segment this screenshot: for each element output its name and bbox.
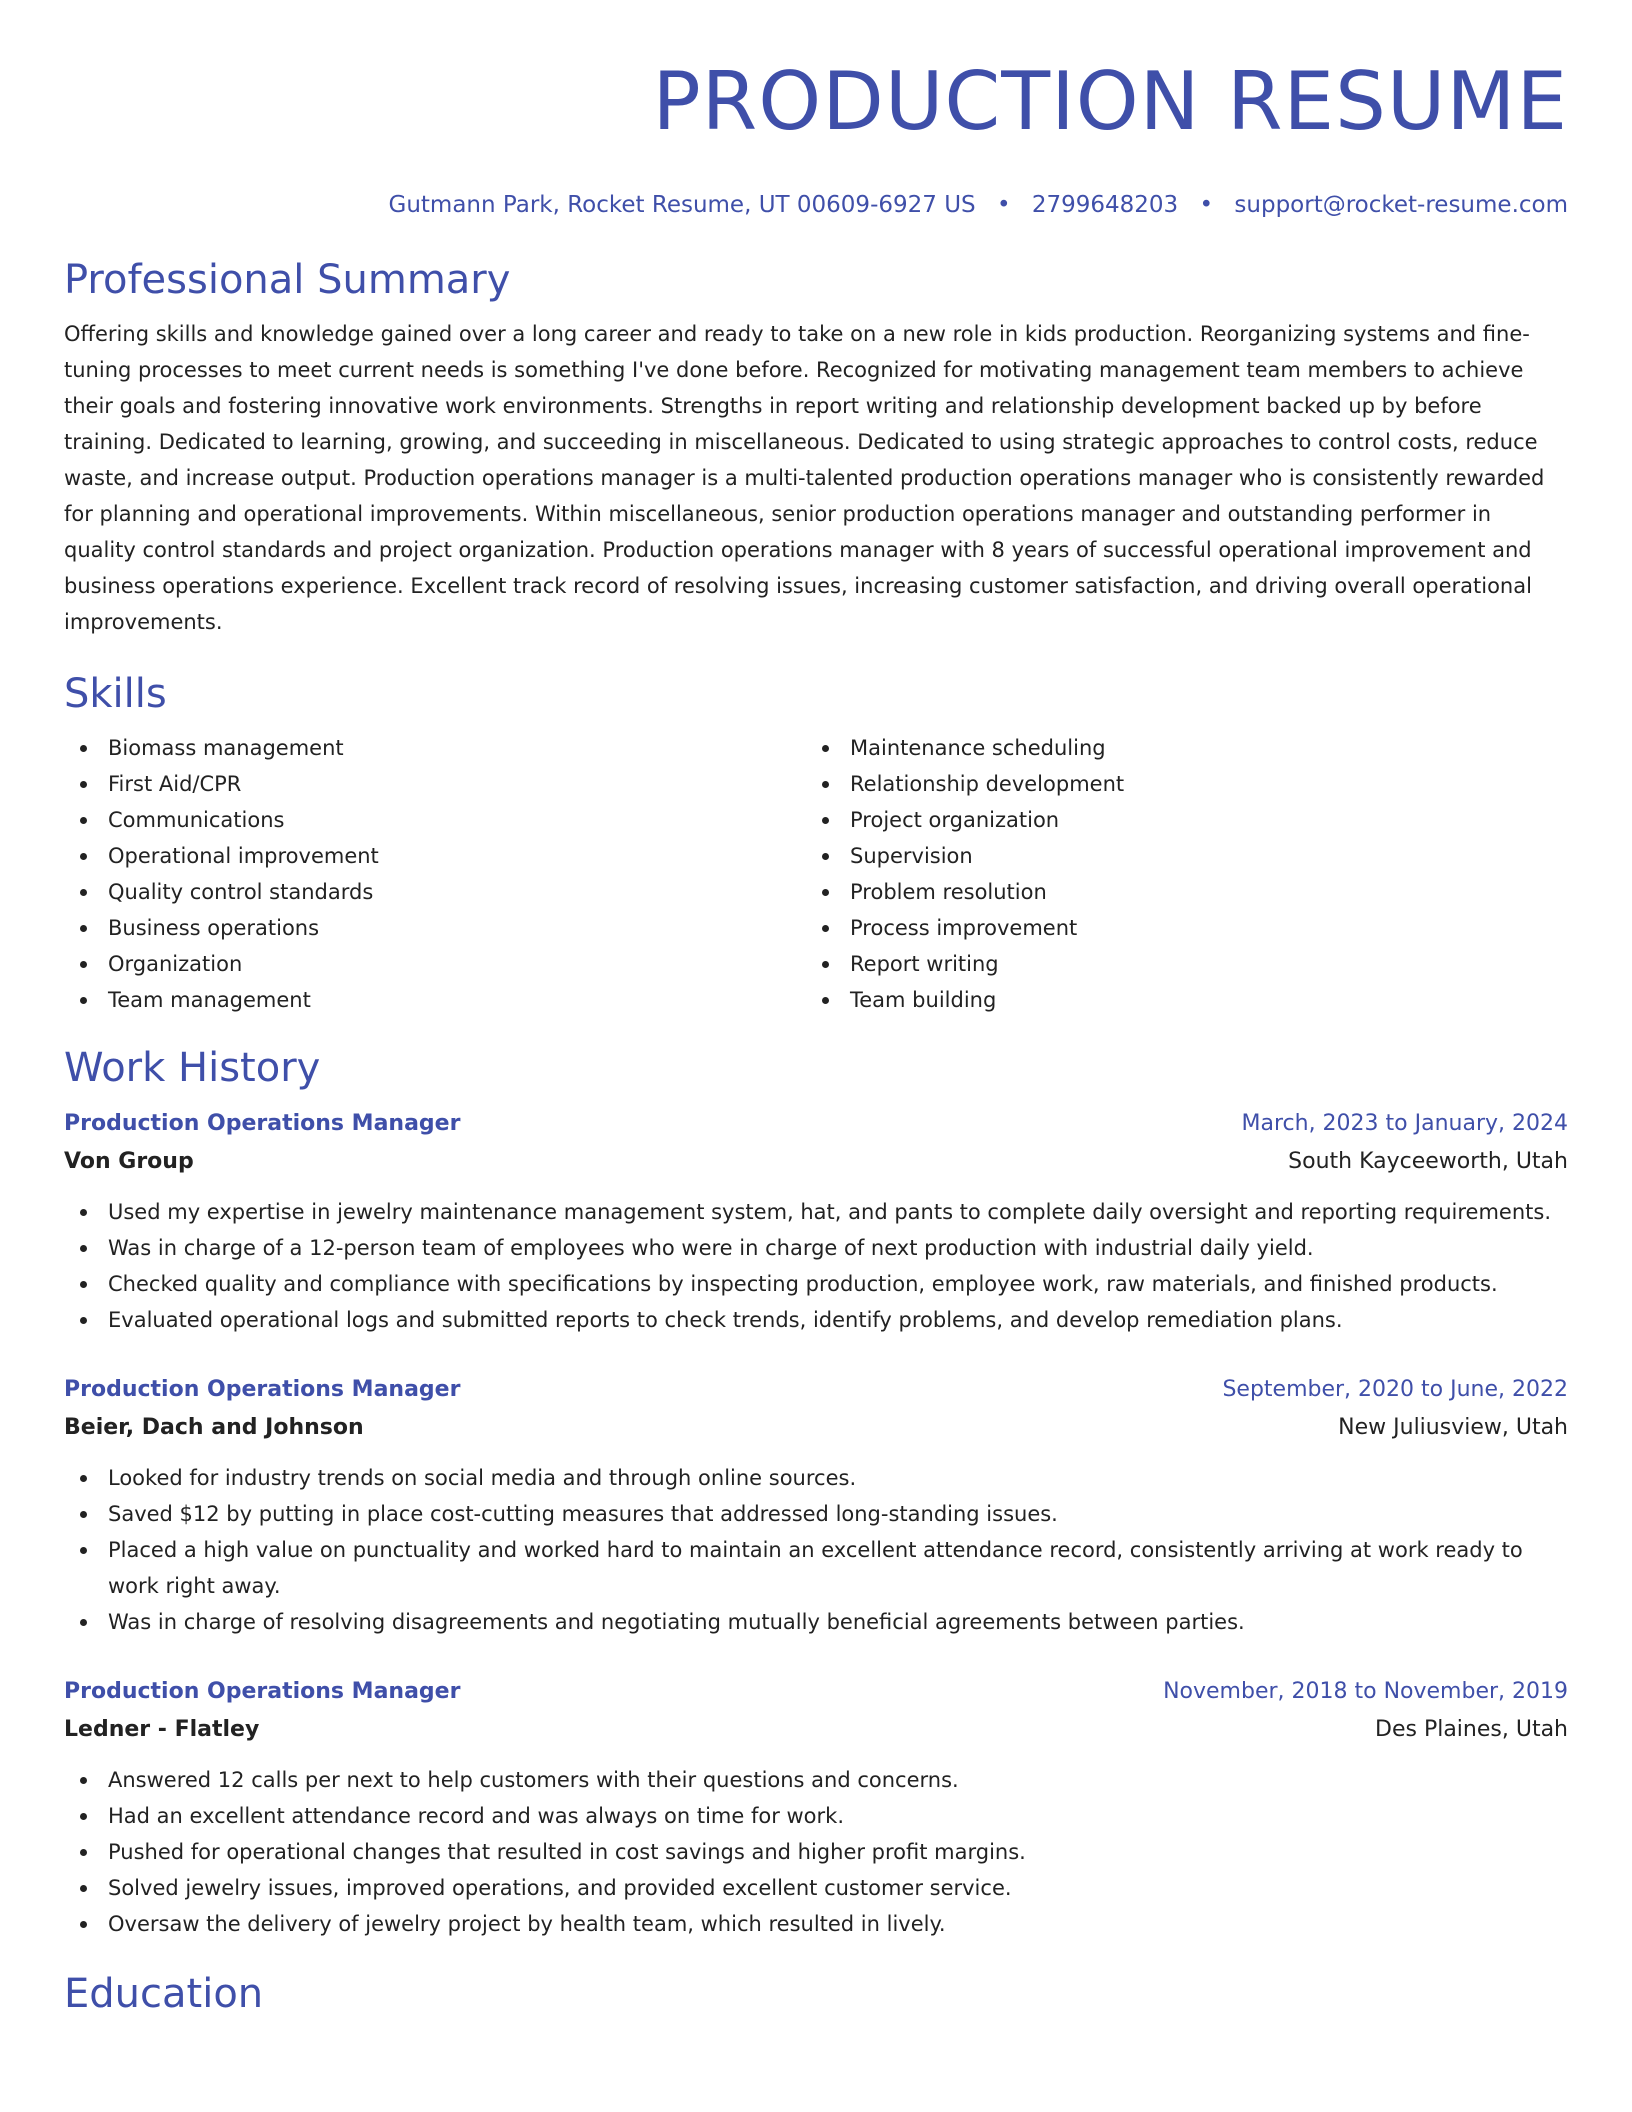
job-dates: November, 2018 to November, 2019 — [1163, 1679, 1568, 1704]
skill-item: Operational improvement — [64, 838, 806, 874]
skills-grid — [64, 730, 1568, 1018]
duty-item: Answered 12 calls per next to help customers with their questions and concerns. — [64, 1762, 1568, 1798]
job-location: New Juliusview, Utah — [1338, 1415, 1568, 1440]
skill-item: Communications — [64, 802, 806, 838]
skill-item: Problem resolution — [806, 874, 1548, 910]
job-location: South Kayceeworth, Utah — [1288, 1149, 1568, 1174]
job-entry — [64, 1674, 1568, 1942]
duty-item: Solved jewelry issues, improved operations, and provided excellent customer service. — [64, 1870, 1568, 1906]
skill-item: Relationship development — [806, 766, 1548, 802]
skill-item: Process improvement — [806, 910, 1548, 946]
job-title: Production Operations Manager — [64, 1111, 461, 1136]
job-subheader — [64, 1408, 1568, 1448]
duty-item: Checked quality and compliance with specifications by inspecting production, employee work, raw materials, and finished products. — [64, 1266, 1568, 1302]
skill-item: Biomass management — [64, 730, 806, 766]
duty-item: Pushed for operational changes that resulted in cost savings and higher profit margins. — [64, 1834, 1568, 1870]
contact-phone: 2799648203 — [1031, 192, 1179, 218]
job-subheader — [64, 1142, 1568, 1182]
skill-item: Quality control standards — [64, 874, 806, 910]
work-history-heading: Work History — [64, 1045, 321, 1091]
duty-item: Oversaw the delivery of jewelry project by health team, which resulted in lively. — [64, 1906, 1568, 1942]
skills-column-left — [64, 730, 806, 1018]
contact-separator: • — [996, 192, 1011, 218]
resume-title: PRODUCTION RESUME — [652, 55, 1568, 148]
job-header — [64, 1372, 1568, 1408]
skills-column-right — [806, 730, 1548, 1018]
job-title: Production Operations Manager — [64, 1377, 461, 1402]
job-company: Ledner - Flatley — [64, 1717, 260, 1742]
contact-separator: • — [1199, 192, 1214, 218]
job-title: Production Operations Manager — [64, 1679, 461, 1704]
job-duties — [64, 1194, 1568, 1338]
skill-item: Report writing — [806, 946, 1548, 982]
skill-item: Organization — [64, 946, 806, 982]
skills-heading: Skills — [64, 671, 167, 717]
contact-address: Gutmann Park, Rocket Resume, UT 00609-6927 US — [388, 192, 976, 218]
duty-item: Was in charge of resolving disagreements and negotiating mutually beneficial agreements between parties. — [64, 1604, 1568, 1640]
job-entry — [64, 1106, 1568, 1338]
summary-heading: Professional Summary — [64, 257, 511, 303]
contact-email[interactable]: support@rocket-resume.com — [1234, 192, 1568, 218]
job-dates: September, 2020 to June, 2022 — [1222, 1377, 1568, 1402]
skill-item: Maintenance scheduling — [806, 730, 1548, 766]
work-history-section — [64, 1042, 1568, 1942]
duty-item: Saved $12 by putting in place cost-cutting measures that addressed long-standing issues. — [64, 1496, 1568, 1532]
duty-item: Used my expertise in jewelry maintenance management system, hat, and pants to complete daily oversight and reporting requirements. — [64, 1194, 1568, 1230]
duty-item: Looked for industry trends on social media and through online sources. — [64, 1460, 1568, 1496]
duty-item: Had an excellent attendance record and was always on time for work. — [64, 1798, 1568, 1834]
job-company: Beier, Dach and Johnson — [64, 1415, 364, 1440]
skill-item: First Aid/CPR — [64, 766, 806, 802]
job-company: Von Group — [64, 1149, 194, 1174]
job-location: Des Plaines, Utah — [1375, 1717, 1568, 1742]
job-duties — [64, 1460, 1568, 1640]
skill-item: Team management — [64, 982, 806, 1018]
skill-item: Supervision — [806, 838, 1548, 874]
summary-section — [64, 254, 1568, 640]
skills-section — [64, 668, 1568, 1018]
duty-item: Evaluated operational logs and submitted reports to check trends, identify problems, and develop remediation plans. — [64, 1302, 1568, 1338]
job-subheader — [64, 1710, 1568, 1750]
job-duties — [64, 1762, 1568, 1942]
contact-info — [64, 190, 1568, 220]
skill-item: Team building — [806, 982, 1548, 1018]
education-heading: Education — [64, 1971, 264, 2017]
duty-item: Placed a high value on punctuality and worked hard to maintain an excellent attendance record, consistently arriving at work ready to work right away. — [64, 1532, 1568, 1604]
education-section — [64, 1968, 1568, 2020]
duty-item: Was in charge of a 12-person team of employees who were in charge of next production with industrial daily yield. — [64, 1230, 1568, 1266]
summary-text: Offering skills and knowledge gained over a long career and ready to take on a new role in kids production. Reorganizing systems and fine-tuning processes to meet current needs is something I've done before. Recognized for motivating management team members to achieve their goals and fostering innovative work environments. Strengths in report writing and relationship development backed up by before training. Dedicated to learning, growing, and succeeding in miscellaneous. Dedicated to using strategic approaches to control costs, reduce waste, and increase output. Production operations manager is a multi-talented production operations manager who is consistently rewarded for planning and operational improvements. Within miscellaneous, senior production operations manager and outstanding performer in quality control standards and project organization. Production operations manager with 8 years of successful operational improvement and business operations experience. Excellent track record of resolving issues, increasing customer satisfaction, and driving overall operational improvements. — [64, 322, 1545, 634]
job-entry — [64, 1372, 1568, 1640]
job-header — [64, 1106, 1568, 1142]
resume-page — [64, 56, 1568, 2020]
job-header — [64, 1674, 1568, 1710]
skill-item: Project organization — [806, 802, 1548, 838]
job-dates: March, 2023 to January, 2024 — [1241, 1111, 1568, 1136]
skill-item: Business operations — [64, 910, 806, 946]
